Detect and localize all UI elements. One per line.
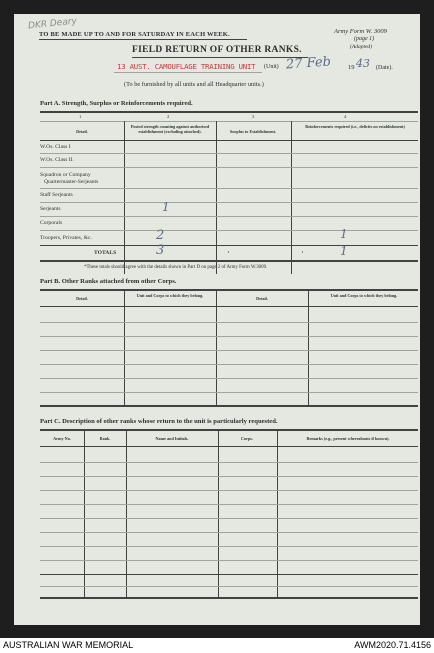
part-a-header-posted: Posted strength counting against authorised establishment (excluding attached). [130, 124, 210, 134]
part-a-top-rule [40, 111, 418, 113]
part-c-vrule-3 [218, 431, 219, 598]
part-a-vrule-3 [291, 121, 292, 274]
page-note-adapted: (Adapted) [350, 44, 372, 50]
row-label-squadron-line2: Quartermaster-Serjeants [44, 179, 99, 185]
part-a-vrule-2 [216, 121, 217, 274]
part-b-row-rule [40, 364, 418, 365]
year-prefix: 19 [348, 64, 355, 71]
part-c-row-rule-dark [40, 574, 418, 575]
part-b-header-unit-2: Unit and Corps to which they belong. [330, 293, 398, 298]
part-c-header-remarks: Remarks (e.g., present whereabouts if known). [306, 436, 390, 441]
row-label-troopers: Troopers, Privates, &c. [40, 235, 92, 241]
unit-label: (Unit) [264, 64, 279, 70]
part-b-title: Part B. Other Ranks attached from other Corps. [40, 278, 177, 285]
part-c-vrule-2 [126, 431, 127, 598]
furnished-note: (To be furnished by all units and all Headquarter units.) [124, 81, 264, 88]
part-c-header-army-no: Army No. [53, 436, 71, 441]
part-c-header-rank: Rank. [99, 436, 111, 441]
archive-footer [0, 638, 434, 653]
part-c-row-rule [40, 546, 418, 547]
part-c-header-rule [40, 446, 418, 447]
archive-credit: AUSTRALIAN WAR MEMORIAL [3, 640, 134, 650]
totals-posted-value: 3 [156, 243, 165, 258]
part-c-row-rule [40, 586, 418, 587]
part-a-vrule-1 [124, 121, 125, 274]
part-c-row-rule [40, 462, 418, 463]
row-label-corporals: Corporals [40, 220, 63, 226]
part-b-header-unit-1: Unit and Corps to which they belong. [136, 293, 204, 298]
part-c-vrule-4 [277, 431, 278, 598]
row-label-serjeants: Serjeants [40, 206, 61, 212]
page-note: (page 1) [354, 36, 375, 42]
pencil-annotation: DKR Deary [27, 16, 78, 32]
part-c-bottom-rule [40, 597, 418, 599]
row-label-squadron: Squadron or Company [40, 172, 91, 178]
part-c-title: Part C. Description of other ranks whose return to the unit is particularly requested. [40, 418, 278, 425]
part-b-row-rule [40, 336, 418, 337]
part-b-row-rule [40, 378, 418, 379]
totals-surplus-dot-2: · [301, 247, 304, 257]
row-rule [40, 230, 418, 231]
part-c-top-rule [40, 429, 418, 431]
title-underline [132, 57, 308, 58]
row-rule [40, 202, 418, 203]
part-a-title: Part A. Strength, Surplus or Reinforcements required. [40, 100, 193, 107]
part-c-header-corps: Corps. [241, 436, 253, 441]
instruction-underline [39, 39, 247, 40]
part-b-top-rule [40, 289, 418, 291]
part-a-colnum-1: 1 [79, 114, 82, 119]
part-a-header-detail: Detail. [76, 129, 88, 134]
part-b-header-detail-2: Detail. [256, 296, 268, 301]
part-b-header-rule [40, 306, 418, 307]
totals-label: TOTALS [94, 250, 117, 256]
part-c-row-rule [40, 518, 418, 519]
row-label-wo-class-2: W.Os. Class II. [40, 157, 74, 163]
part-c-header-name: Name and Initials. [155, 436, 189, 441]
part-a-header-rule [40, 140, 418, 141]
year-handwritten: 43 [356, 57, 370, 70]
serjeants-posted-value: 1 [162, 200, 170, 214]
row-rule [40, 167, 418, 168]
row-label-staff-serjeants: Staff Serjeants [40, 192, 73, 198]
form-sheet [14, 14, 420, 625]
date-handwritten: 27 Feb [285, 54, 332, 73]
part-c-row-rule [40, 476, 418, 477]
form-number: Army Form W. 3009 [334, 28, 387, 35]
row-rule [40, 153, 418, 154]
part-a-header-reinforcements: Reinforcements required (i.e., deficits on establishment) [305, 124, 405, 129]
part-b-vrule-2 [216, 291, 217, 405]
instruction-text: TO BE MADE UP TO AND FOR SATURDAY IN EACH WEEK. [39, 31, 230, 38]
part-b-bottom-rule [40, 405, 418, 407]
row-rule [40, 216, 418, 217]
troopers-reinf-value: 1 [340, 227, 348, 241]
part-b-header-detail-1: Detail. [76, 296, 88, 301]
archive-accession-number: AWM2020.71.4156 [354, 640, 431, 650]
part-c-row-rule [40, 532, 418, 533]
part-c-row-rule [40, 490, 418, 491]
unit-stamp: 13 AUST. CAMOUFLAGE TRAINING UNIT [117, 62, 256, 71]
totals-top-rule [40, 245, 418, 246]
part-b-vrule-1 [124, 291, 125, 405]
part-a-footnote: *These totals should agree with the details shown in Part D on page 2 of Army Form W.3009. [84, 265, 268, 270]
part-b-row-rule [40, 392, 418, 393]
part-b-row-rule [40, 350, 418, 351]
unit-dotted-line [114, 72, 262, 73]
part-a-colnum-4: 4 [344, 114, 347, 119]
part-c-row-rule [40, 504, 418, 505]
part-a-colnum-3: 3 [252, 114, 255, 119]
row-label-wo-class-1: W.Os. Class I [40, 144, 71, 150]
totals-reinf-value: 1 [340, 244, 348, 258]
part-a-colnum-2: 2 [167, 114, 170, 119]
date-label: (Date). [376, 65, 393, 71]
part-b-row-rule [40, 322, 418, 323]
form-title: FIELD RETURN OF OTHER RANKS. [132, 45, 302, 55]
part-c-row-rule [40, 560, 418, 561]
row-rule [40, 188, 418, 189]
troopers-posted-value: 2 [156, 228, 165, 243]
totals-surplus-dot: · [227, 247, 230, 257]
part-c-vrule-1 [84, 431, 85, 598]
part-b-vrule-3 [308, 291, 309, 405]
part-a-header-surplus: Surplus to Establishment. [229, 129, 277, 134]
part-a-bottom-rule [40, 260, 418, 262]
part-a-colnum-rule [40, 121, 418, 122]
